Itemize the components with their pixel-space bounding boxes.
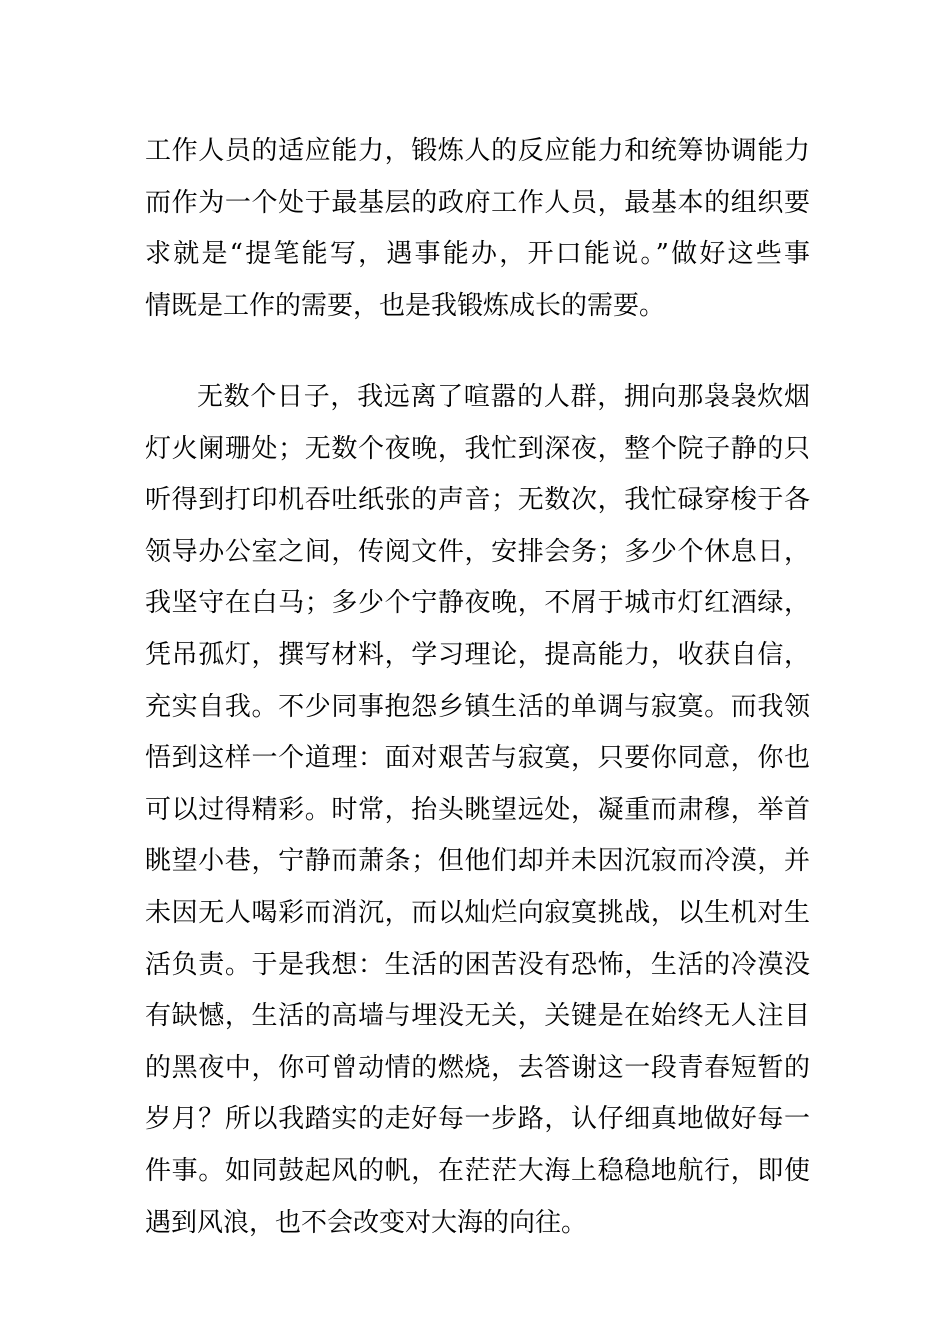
paragraph-line: 领导办公室之间，传阅文件，安排会务；多少个休息日，: [145, 536, 810, 567]
paragraph-line: 工作人员的适应能力，锻炼人的反应能力和统筹协调能力: [145, 136, 810, 166]
paragraph-line: 凭吊孤灯，撰写材料，学习理论，提高能力，收获自信，: [145, 639, 810, 670]
paragraph-1: [145, 126, 810, 332]
paragraph-line: 活负责。于是我想：生活的困苦没有恐怖，生活的冷漠没: [145, 949, 810, 980]
paragraph-line: 求就是“提笔能写，遇事能办，开口能说。”做好这些事: [145, 239, 810, 270]
paragraph-line: 未因无人喝彩而消沉，而以灿烂向寂寞挑战，以生机对生: [145, 897, 810, 928]
paragraph-line: 有缺憾，生活的高墙与埋没无关，关键是在始终无人注目: [145, 1001, 810, 1032]
paragraph-line: 无数个日子，我远离了喧嚣的人群，拥向那袅袅炊烟: [197, 382, 810, 412]
paragraph-line: 岁月？所以我踏实的走好每一步路，认仔细真地做好每一: [145, 1104, 810, 1135]
paragraph-line: 遇到风浪，也不会改变对大海的向往。: [145, 1207, 588, 1238]
paragraph-line: 充实自我。不少同事抱怨乡镇生活的单调与寂寞。而我领: [145, 691, 810, 722]
paragraph-line: 灯火阑珊处；无数个夜晚，我忙到深夜，整个院子静的只: [145, 433, 810, 464]
paragraph-line: 悟到这样一个道理：面对艰苦与寂寞，只要你同意，你也: [145, 743, 810, 774]
paragraph-line: 我坚守在白马；多少个宁静夜晚，不屑于城市灯红酒绿，: [145, 588, 810, 619]
paragraph-line: 的黑夜中，你可曾动情的燃烧，去答谢这一段青春短暂的: [145, 1052, 810, 1083]
paragraph-line: 件事。如同鼓起风的帆，在茫茫大海上稳稳地航行，即使: [145, 1155, 810, 1186]
paragraph-line: 可以过得精彩。时常，抬头眺望远处，凝重而肃穆，举首: [145, 794, 810, 825]
paragraph-line: 听得到打印机吞吐纸张的声音；无数次，我忙碌穿梭于各: [145, 485, 810, 516]
paragraph-line: 情既是工作的需要，也是我锻炼成长的需要。: [145, 290, 666, 321]
paragraph-line: 而作为一个处于最基层的政府工作人员，最基本的组织要: [145, 187, 810, 218]
paragraph-2: [145, 372, 810, 1249]
paragraph-line: 眺望小巷，宁静而萧条；但他们却并未因沉寂而冷漠，并: [145, 846, 810, 877]
